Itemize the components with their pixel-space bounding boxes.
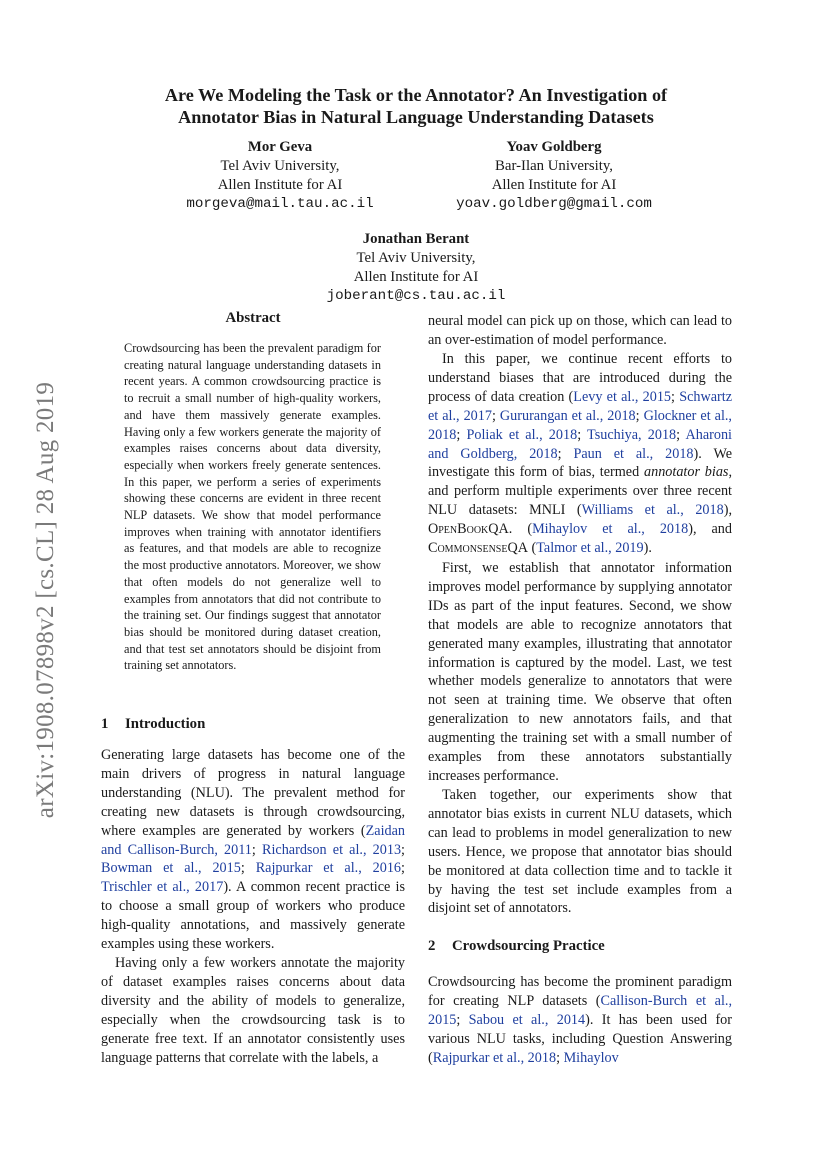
author-name: Mor Geva xyxy=(247,139,313,155)
abstract-heading: Abstract xyxy=(225,310,281,326)
intro-paragraph-2: Having only a few workers annotate the majority of dataset examples raises concerns about data diversity and the ability of models to generalize, especially when the crowdsourcing task is to generate free text. If an annotator consistently uses language patterns that correlate with the labels, a xyxy=(101,955,405,1066)
citation-link[interactable]: Mihaylov xyxy=(563,1049,619,1066)
citation-link[interactable]: Zaidan and Callison-Burch, 2011 xyxy=(101,822,405,858)
author-affiliation: Allen Institute for AI xyxy=(217,177,343,193)
intro-paragraph-5: Taken together, our experiments show that annotator bias exists in current NLU datasets, which can lead to problems in model generalization to new users. Hence, we propose that annotator bias should be monitored at data collection time and to tackle it by having the test set include examples from a disjoint set of annotators. xyxy=(428,787,732,917)
author-affiliation: Allen Institute for AI xyxy=(353,269,479,285)
author-block-1 xyxy=(160,138,400,214)
author-affiliation: Bar-Ilan University, xyxy=(495,158,613,174)
author-email[interactable]: yoav.goldberg@gmail.com xyxy=(456,196,652,212)
citation-link[interactable]: Paun et al., 2018 xyxy=(573,445,694,462)
author-block-2 xyxy=(424,138,684,214)
citation-link[interactable]: Mihaylov et al., 2018 xyxy=(532,521,689,538)
term-annotator-bias: annotator bias xyxy=(644,464,729,481)
citation-link[interactable]: Williams et al., 2018 xyxy=(581,502,724,519)
citation-link[interactable]: Levy et al., 2015 xyxy=(573,388,672,405)
author-affiliation: Tel Aviv University, xyxy=(220,158,340,174)
citation-link[interactable]: Talmor et al., 2019 xyxy=(536,540,644,557)
citation-link[interactable]: Aharoni and Goldberg, 2018 xyxy=(428,426,732,462)
intro-paragraph-1: Generating large datasets has become one of the main drivers of progress in natural language understanding (NLU). The prevalent method for creating new datasets is through crowdsourcing, where examples are generated by workers (Zaidan and Callison-Burch, 2011; Richardson et al., 2013; Bowman et al., 2015; Rajpurkar et al., 2016; Trischler et al., 2017). A common recent practice is to choose a small group of workers who produce high-quality annotations, and massively generate examples using these workers. xyxy=(101,747,406,953)
citation-link[interactable]: Callison-Burch et al., 2015 xyxy=(428,992,733,1028)
citation-link[interactable]: Poliak et al., 2018 xyxy=(466,426,578,443)
intro-paragraph-3: In this paper, we continue recent efforts to understand biases that are introduced during the process of data creation (Levy et al., 2015; Schwartz et al., 2017; Gururangan et al., 2018; Glockner et al., 2018; Poliak et al., 2018; Tsuchiya, 2018; Aharoni and Goldberg, 2018; Paun et al., 2018). We investigate this form of bias, termed annotator bias, and perform multiple experiments over three recent NLU datasets: MNLI (Williams et al., 2018), OpenBookQA. (Mihaylov et al., 2018), and CommonsenseQA (Talmor et al., 2019). xyxy=(428,351,732,557)
author-name: Jonathan Berant xyxy=(362,231,470,247)
arxiv-identifier: arXiv:1908.07898v2 [cs.CL] 28 Aug 2019 xyxy=(32,381,59,819)
citation-link[interactable]: Trischler et al., 2017 xyxy=(101,879,224,896)
section-number: 1 xyxy=(101,716,109,732)
citation-link[interactable]: Bowman et al., 2015 xyxy=(101,860,241,877)
citation-link[interactable]: Richardson et al., 2013 xyxy=(262,841,402,858)
intro-paragraph-4: First, we establish that annotator information improves model performance by supplying annotator IDs as part of the input features. Second, we show that models are able to recognize annotators that generated many examples, illustrating that annotator information is captured by the model. Last, we test whether models generalize to annotators that were not seen at training time. We observe that often generalization to new annotators fails, and that augmenting the training set with a small number of examples from these annotators substantially increases performance. xyxy=(428,560,732,784)
section-number: 2 xyxy=(428,938,436,954)
author-name: Yoav Goldberg xyxy=(506,139,602,155)
crowdsourcing-paragraph-1: Crowdsourcing has become the prominent paradigm for creating NLP datasets (Callison-Burch et al., 2015; Sabou et al., 2014). It has been used for various NLU tasks, including Question Answering (Rajpurkar et al., 2018; Mihaylov xyxy=(428,974,733,1066)
paper-title xyxy=(100,84,732,128)
citation-link[interactable]: Schwartz et al., 2017 xyxy=(428,388,732,424)
section-heading-crowdsourcing-practice xyxy=(428,938,605,955)
citation-link[interactable]: Gururangan et al., 2018 xyxy=(499,407,636,424)
abstract-text: Crowdsourcing has been the prevalent paradigm for creating natural language understanding datasets in recent years. A common crowdsourcing practice is to recruit a small number of high-quality workers, and have them massively generate examples. Having only a few workers generate the majority of examples raises concerns about data diversity, especially when workers freely generate sentences. In this paper, we perform a series of experiments showing these concerns are evident in three recent NLP datasets. We show that model performance improves when training with annotator identifiers as features, and that models are able to recognize the most productive annotators. Moreover, we show that often models do not generalize well to examples from annotators that did not contribute to the training set. Our findings suggest that annotator bias should be monitored during dataset creation, and that test set annotators should be disjoint from training set annotators. xyxy=(124,341,381,673)
title-line-2: Annotator Bias in Natural Language Understanding Datasets xyxy=(178,107,654,127)
intro-paragraph-2-continued: neural model can pick up on those, which can lead to an over-estimation of model performance. xyxy=(428,313,732,348)
citation-link[interactable]: Glockner et al., 2018 xyxy=(428,407,732,443)
author-email[interactable]: joberant@cs.tau.ac.il xyxy=(326,288,506,304)
dataset-name: OpenBookQA xyxy=(428,521,509,538)
citation-link[interactable]: Tsuchiya, 2018 xyxy=(587,426,677,443)
dataset-name: CommonsenseQA xyxy=(428,540,528,557)
title-line-1: Are We Modeling the Task or the Annotator? An Investigation of xyxy=(164,85,668,105)
author-affiliation: Allen Institute for AI xyxy=(491,177,617,193)
citation-link[interactable]: Rajpurkar et al., 2016 xyxy=(255,860,402,877)
section-title: Crowdsourcing Practice xyxy=(452,938,605,954)
citation-link[interactable]: Sabou et al., 2014 xyxy=(468,1011,586,1028)
section-title: Introduction xyxy=(125,716,206,732)
section-heading-introduction xyxy=(101,716,205,733)
author-affiliation: Tel Aviv University, xyxy=(356,250,476,266)
author-email[interactable]: morgeva@mail.tau.ac.il xyxy=(186,196,374,212)
citation-link[interactable]: Rajpurkar et al., 2018 xyxy=(432,1049,557,1066)
author-block-3 xyxy=(296,230,536,306)
